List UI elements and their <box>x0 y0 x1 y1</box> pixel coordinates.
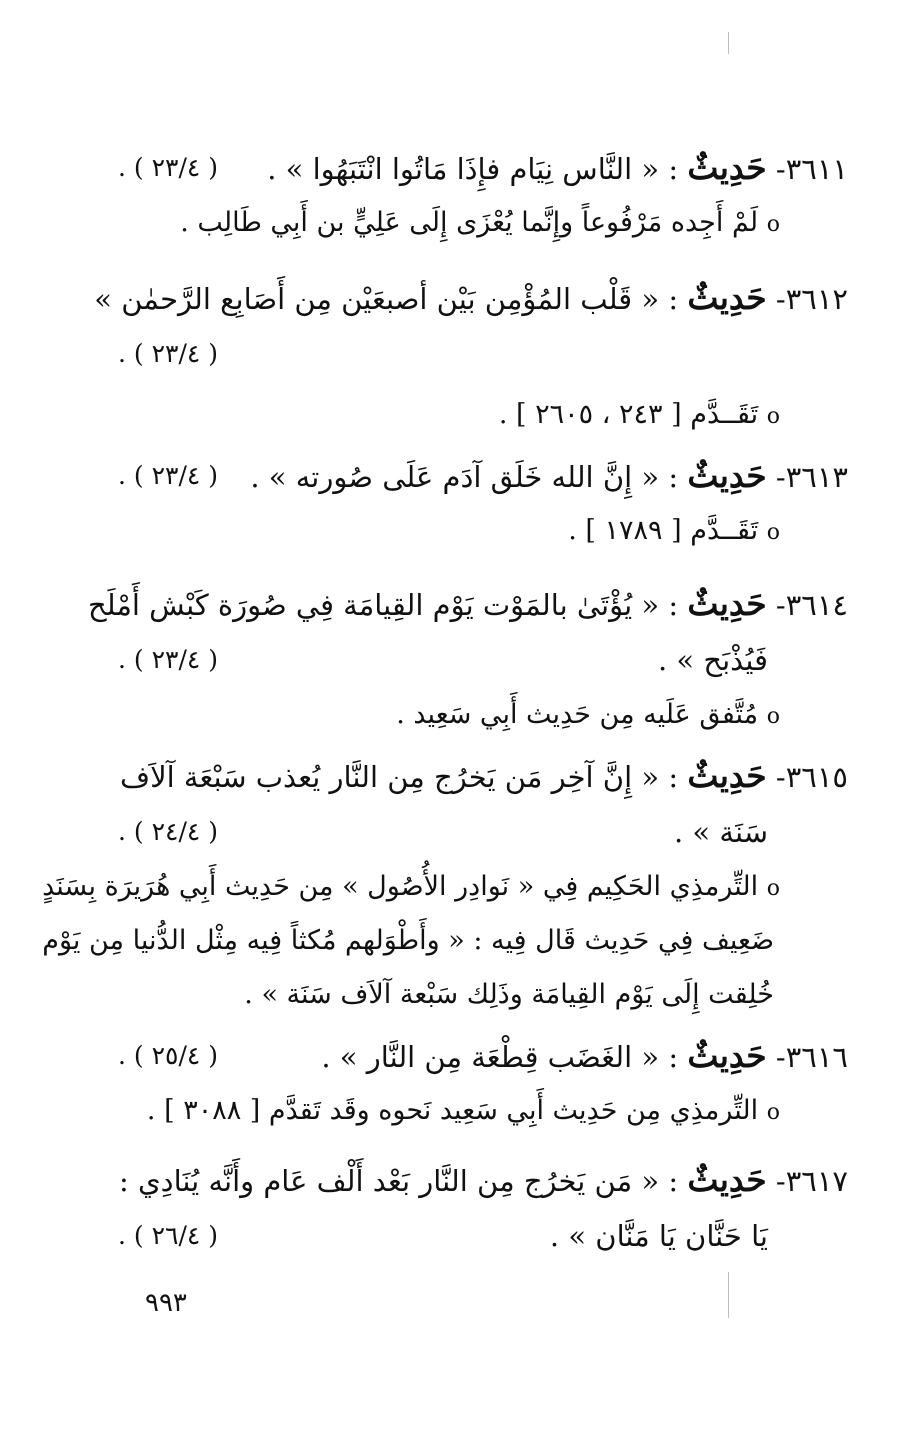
commentary-text: التِّرمذِي مِن حَدِيث أَبِي سَعِيد نَحوه وقَد تَقدَّم [ ٣٠٨٨ ] . <box>146 1095 759 1126</box>
commentary-text: تَقَــدَّم [ ١٧٨٩ ] . <box>568 515 759 546</box>
hadith-line <box>118 804 848 860</box>
hadith-text: يَا حَنَّان يَا مَنَّان » . <box>549 1219 768 1253</box>
hadith-line <box>94 270 848 326</box>
commentary-line <box>118 388 848 442</box>
hadith-reference: ( ٢٤/٤ ) . <box>118 817 219 846</box>
hadith-text: : « النَّاس نِيَام فإِذَا مَاتُوا انْتَبَهُوا » . <box>267 152 679 186</box>
hadith-keyword: حَدِيثٌ <box>687 278 767 317</box>
hadith-entry <box>118 448 848 558</box>
hadith-keyword: حَدِيثٌ <box>687 1160 767 1199</box>
bullet-circle-icon: ο <box>766 404 780 429</box>
hadith-number: ٣٦١٤- <box>775 588 848 622</box>
hadith-line <box>118 326 848 382</box>
hadith-entry <box>118 1152 848 1264</box>
hadith-text: فَيُذْبَح » . <box>657 643 768 677</box>
bullet-circle-icon: ο <box>766 1100 780 1125</box>
hadith-keyword: حَدِيثٌ <box>687 1036 767 1075</box>
page-number: ٩٩٣ <box>145 1288 187 1318</box>
hadith-line <box>118 1028 848 1084</box>
hadith-line <box>118 140 848 196</box>
commentary-line <box>118 1084 848 1138</box>
hadith-reference: ( ٢٣/٤ ) . <box>118 645 219 674</box>
hadith-keyword: حَدِيثٌ <box>687 456 767 495</box>
hadith-line <box>118 632 848 688</box>
commentary-text: خُلِقت إِلَى يَوْم القِيامَة وذَلِك سَبْعة آلاَف سَنَة » . <box>244 979 774 1010</box>
commentary-line <box>118 196 848 250</box>
bullet-circle-icon: ο <box>766 212 780 237</box>
hadith-number: ٣٦١٧- <box>775 1164 848 1198</box>
hadith-keyword: حَدِيثٌ <box>687 148 767 187</box>
hadith-reference: ( ٢٣/٤ ) . <box>118 339 219 368</box>
hadith-line <box>118 448 848 504</box>
commentary-line <box>118 688 848 742</box>
commentary-text: التِّرمذِي الحَكِيم فِي « نَوادِر الأُصُول » مِن حَدِيث أَبِي هُرَيرَة بِسَنَدٍ <box>42 871 759 902</box>
commentary-text: لَمْ أَجِده مَرْفُوعاً وإِنَّما يُعْزَى إِلَى عَلِيٍّ بن أَبِي طَالِب . <box>180 207 759 238</box>
hadith-number: ٣٦١٣- <box>775 460 848 494</box>
hadith-reference: ( ٢٥/٤ ) . <box>118 1041 219 1070</box>
hadith-text: سَنَة » . <box>674 815 768 849</box>
hadith-reference: ( ٢٣/٤ ) . <box>118 461 219 490</box>
commentary-text: مُتَّفق عَلَيه مِن حَدِيث أَبِي سَعِيد . <box>396 699 759 730</box>
hadith-text: : « قَلْب المُؤْمِن بَيْن أصبعَيْن مِن أَصَابِع الرَّحمٰن » <box>94 282 679 316</box>
hadith-reference: ( ٢٣/٤ ) . <box>118 153 219 182</box>
hadith-entry <box>42 748 848 1022</box>
hadith-text: : « يُؤْتَىٰ بالمَوْت يَوْم القِيامَة فِي صُورَة كَبْش أَمْلَح <box>88 588 679 622</box>
hadith-reference: ( ٢٦/٤ ) . <box>118 1221 219 1250</box>
bullet-circle-icon: ο <box>766 520 780 545</box>
hadith-line <box>118 748 848 804</box>
bullet-circle-icon: ο <box>766 876 780 901</box>
hadith-entry <box>88 576 848 742</box>
gutter-mark-top <box>728 32 729 54</box>
commentary-line <box>118 968 848 1022</box>
commentary-text: ضَعِيف فِي حَدِيث قَال فِيه : « وأَطْوَلهم مُكثاً فِيه مِثْل الدُّنيا مِن يَوْم <box>42 925 774 956</box>
commentary-text: تَقَــدَّم [ ٢٤٣ ، ٢٦٠٥ ] . <box>498 399 759 430</box>
hadith-text: : « إِنَّ آخِر مَن يَخرُج مِن النَّار يُعذب سَبْعَة آلاَف <box>120 760 679 794</box>
hadith-keyword: حَدِيثٌ <box>687 584 767 623</box>
commentary-line <box>42 860 848 914</box>
hadith-number: ٣٦١٢- <box>775 282 848 316</box>
hadith-text: : « مَن يَخرُج مِن النَّار بَعْد أَلْف عَام وأَنَّه يُنَادِي : <box>118 1164 679 1198</box>
commentary-line <box>118 504 848 558</box>
hadith-line <box>118 1152 848 1208</box>
bullet-circle-icon: ο <box>766 704 780 729</box>
hadith-number: ٣٦١٦- <box>775 1040 848 1074</box>
hadith-entry <box>118 140 848 250</box>
commentary-line <box>42 914 848 968</box>
hadith-line <box>118 1208 848 1264</box>
hadith-number: ٣٦١٥- <box>775 760 848 794</box>
hadith-number: ٣٦١١- <box>775 152 848 186</box>
gutter-mark-bottom <box>728 1272 729 1318</box>
hadith-text: : « إِنَّ الله خَلَق آدَم عَلَى صُورته » . <box>250 460 679 494</box>
hadith-entry <box>94 270 848 442</box>
hadith-text: : « الغَضَب قِطْعَة مِن النَّار » . <box>321 1040 679 1074</box>
hadith-keyword: حَدِيثٌ <box>687 756 767 795</box>
hadith-line <box>88 576 848 632</box>
hadith-entry <box>118 1028 848 1138</box>
